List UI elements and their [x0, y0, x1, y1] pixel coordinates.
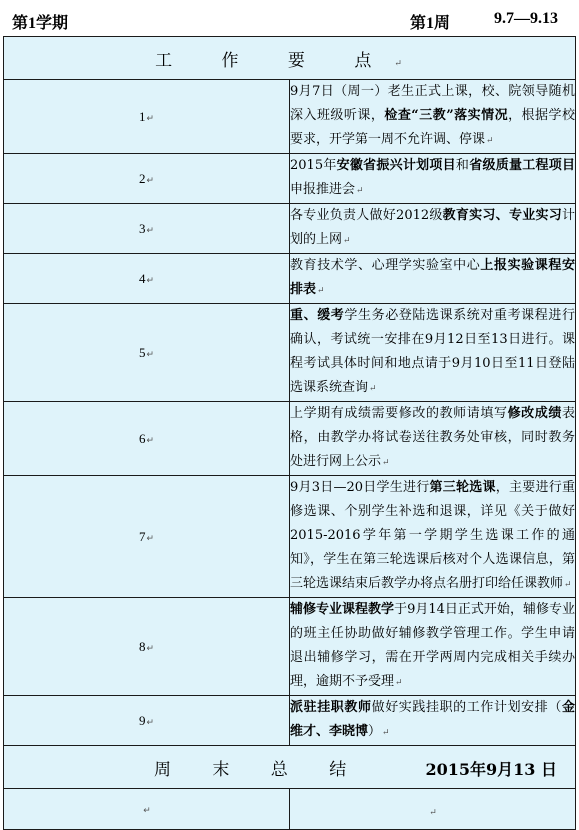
paragraph-mark-icon: ↵ [143, 805, 151, 815]
item-content [290, 696, 576, 746]
item-content [290, 254, 576, 304]
body-text: ，根据学校要求，开学第一周不允许调、停课 [290, 108, 575, 147]
item-number: 3↵ [4, 204, 290, 254]
emphasis-text: 辅修专业课程教学 [290, 602, 395, 617]
emphasis-text: 第三轮选课 [429, 480, 496, 495]
table-row [4, 696, 576, 746]
item-content [290, 402, 576, 476]
item-number: 7↵ [4, 476, 290, 598]
paragraph-mark-icon: ↵ [564, 580, 572, 590]
paragraph-mark-icon: ↵ [382, 458, 390, 468]
summary-header [4, 746, 576, 789]
summary-row [4, 746, 576, 789]
summary-label: 周 末 总 结 [154, 759, 365, 780]
paragraph-mark-icon: ↵ [394, 58, 424, 69]
body-text: 上学期有成绩需要修改的教师请填写 [290, 406, 508, 421]
table-row [4, 402, 576, 476]
body-text: 9月7日（周一）老生正式上课，校、院领导随机深入班级听课， [290, 84, 575, 123]
date-range: 9.7—9.13 [494, 10, 558, 27]
paragraph-mark-icon: ↵ [369, 384, 377, 394]
item-content [290, 154, 576, 204]
term-label: 第1学期 [12, 15, 69, 32]
summary-content-row [4, 789, 576, 830]
body-text: 做好实践挂职的工作计划安排（ [371, 700, 562, 715]
body-text: 和 [455, 158, 470, 173]
item-number: 9↵ [4, 696, 290, 746]
table-row [4, 476, 576, 598]
paragraph-mark-icon: ↵ [146, 274, 155, 285]
body-text: 申报推进会 [290, 182, 356, 197]
table-row [4, 598, 576, 696]
body-text: 各专业负责人做好2012级 [290, 208, 443, 223]
paragraph-mark-icon: ↵ [395, 678, 403, 688]
table-title: 工 作 要 点↵ [4, 37, 576, 80]
emphasis-text: 上报实验课程安排表 [290, 258, 575, 297]
empty-cell [4, 789, 290, 830]
body-text: 2015年 [290, 158, 337, 173]
table-row [4, 80, 576, 154]
emphasis-text: 重、缓考 [290, 308, 345, 323]
summary-date: 2015年9月13 日 [425, 760, 557, 779]
paragraph-mark-icon: ↵ [146, 716, 155, 727]
item-number: 6↵ [4, 402, 290, 476]
emphasis-text: 教育实习、专业实习 [442, 208, 562, 223]
paragraph-mark-icon: ↵ [146, 174, 155, 185]
paragraph-mark-icon: ↵ [343, 236, 351, 246]
paragraph-mark-icon: ↵ [486, 136, 494, 146]
item-number: 4↵ [4, 254, 290, 304]
work-plan-table [3, 36, 576, 830]
table-row [4, 254, 576, 304]
item-number: 8↵ [4, 598, 290, 696]
table-row [4, 154, 576, 204]
emphasis-text: 金维才、李晓博 [290, 700, 575, 739]
paragraph-mark-icon: ↵ [146, 532, 155, 543]
paragraph-mark-icon: ↵ [146, 224, 155, 235]
week-label: 第1周 [410, 15, 451, 32]
item-content [290, 598, 576, 696]
item-number: 2↵ [4, 154, 290, 204]
item-content [290, 476, 576, 598]
item-content [290, 204, 576, 254]
paragraph-mark-icon: ↵ [146, 434, 155, 445]
paragraph-mark-icon: ↵ [429, 807, 437, 818]
body-text: 教育技术学、心理学实验室中心 [290, 258, 481, 273]
table-row [4, 304, 576, 402]
body-text: 9月3日—20日学生进行 [290, 480, 430, 495]
body-text: ） [368, 724, 382, 739]
body-text: 计划的上网 [290, 208, 575, 247]
body-text: 表格，由教学办将试卷送往教务处审核，同时教务处进行网上公示 [290, 406, 575, 469]
paragraph-mark-icon: ↵ [382, 728, 390, 738]
paragraph-mark-icon: ↵ [146, 642, 155, 653]
paragraph-mark-icon: ↵ [146, 348, 155, 359]
body-text: ，主要进行重修选课、个别学生补选和退课，详见《关于做好2015-2016学年第一学期学生选课工作的通知》，学生在第三轮选课后核对个人选课信息，第三轮选课结束后教学办将点名册打印给任课教师 [290, 480, 575, 591]
emphasis-text: 省级质量工程项目 [469, 158, 575, 173]
paragraph-mark-icon: ↵ [146, 112, 155, 123]
item-content [290, 304, 576, 402]
body-text: 学生务必登陆选课系统对重考课程进行确认，考试统一安排在9月12日至13日进行。课程考试具体时间和地点请于9月10日至11日登陆选课系统查询 [290, 308, 575, 395]
item-number: 5↵ [4, 304, 290, 402]
paragraph-mark-icon: ↵ [317, 286, 325, 296]
table-title-row [4, 37, 576, 80]
body-text: 于9月14日正式开始，辅修专业的班主任协助做好辅修教学管理工作。学生申请退出辅修学习，需在开学两周内完成相关手续办理，逾期不予受理 [290, 602, 575, 689]
empty-cell [290, 789, 576, 830]
emphasis-text: 修改成绩 [507, 406, 562, 421]
item-number: 1↵ [4, 80, 290, 154]
table-row [4, 204, 576, 254]
emphasis-text: 检查“三教”落实情况 [384, 108, 509, 123]
paragraph-mark-icon: ↵ [356, 186, 364, 196]
emphasis-text: 派驻挂职教师 [290, 700, 372, 715]
page-header [0, 0, 579, 36]
emphasis-text: 安徽省振兴计划项目 [336, 158, 456, 173]
item-content [290, 80, 576, 154]
